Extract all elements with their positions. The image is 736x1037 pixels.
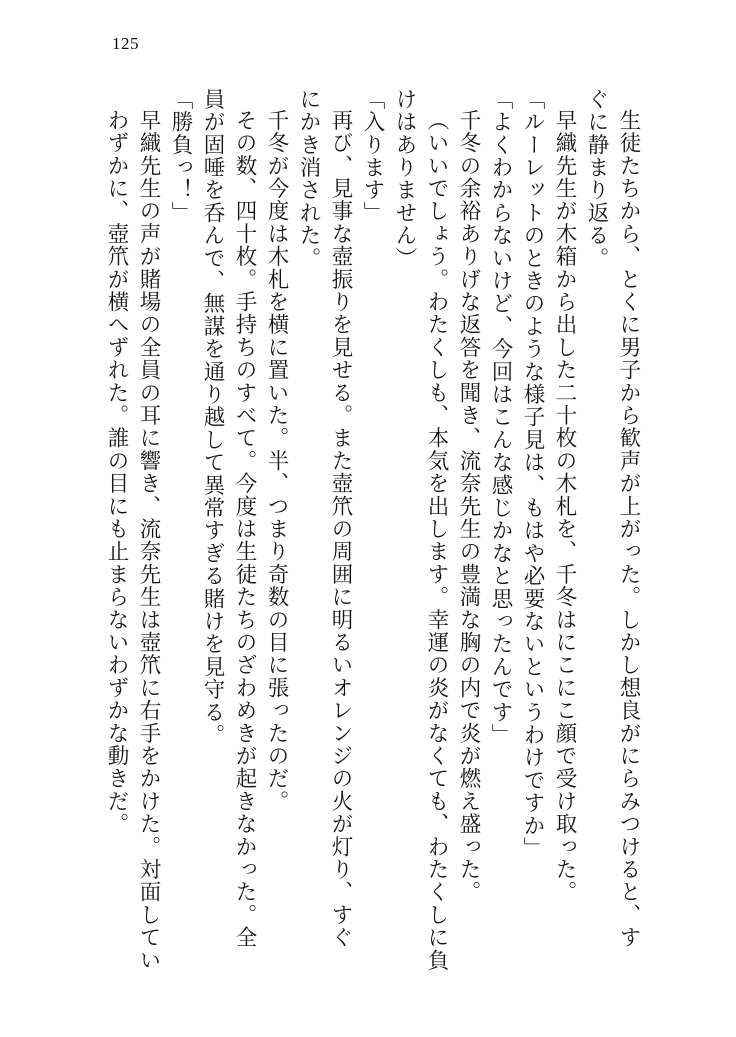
text-line: （いいでしょう。わたくしも、本気を出します。幸運の炎がなくても、わたくしに負 <box>424 109 449 972</box>
text-line: 「よくわからないけど、今回はこんな感じかなと思ったんです」 <box>488 88 513 747</box>
text-line: 早織先生が木箱から出した二十枚の木札を、千冬はにこにこ顔で受け取った。 <box>552 109 577 904</box>
vertical-text-body <box>92 88 644 972</box>
text-line: 「勝負っ！」 <box>168 88 193 225</box>
text-line: 千冬が今度は木札を横に置いた。半、つまり奇数の目に張ったのだ。 <box>264 109 289 813</box>
text-line: わずかに、壺笊が横へずれた。誰の目にも止まらないわずかな動きだ。 <box>104 109 129 836</box>
text-line: 「入ります」 <box>360 88 385 225</box>
text-line: ぐに静まり返る。 <box>584 88 609 270</box>
page-number: 125 <box>112 34 139 53</box>
text-line: 再び、見事な壺振りを見せる。また壺笊の周囲に明るいオレンジの火が灯り、すぐ <box>328 109 353 949</box>
text-line: 「ルーレットのときのような様子見は、もはや必要ないというわけですか」 <box>520 88 545 860</box>
text-line: 千冬の余裕ありげな返答を聞き、流奈先生の豊満な胸の内で炎が燃え盛った。 <box>456 109 481 904</box>
text-line: 早織先生の声が賭場の全員の耳に響き、流奈先生は壺笊に右手をかけた。対面してい <box>136 109 161 972</box>
text-line: 生徒たちから、とくに男子から歓声が上がった。しかし想良がにらみつけると、す <box>616 109 641 949</box>
text-line: けはありません） <box>392 88 417 270</box>
text-line: 員が固唾を呑んで、無謀を通り越して異常すぎる賭けを見守る。 <box>200 88 225 747</box>
text-line: にかき消された。 <box>296 88 321 270</box>
text-line: その数、四十枚。手持ちのすべて。今度は生徒たちのざわめきが起きなかった。全 <box>232 109 257 949</box>
